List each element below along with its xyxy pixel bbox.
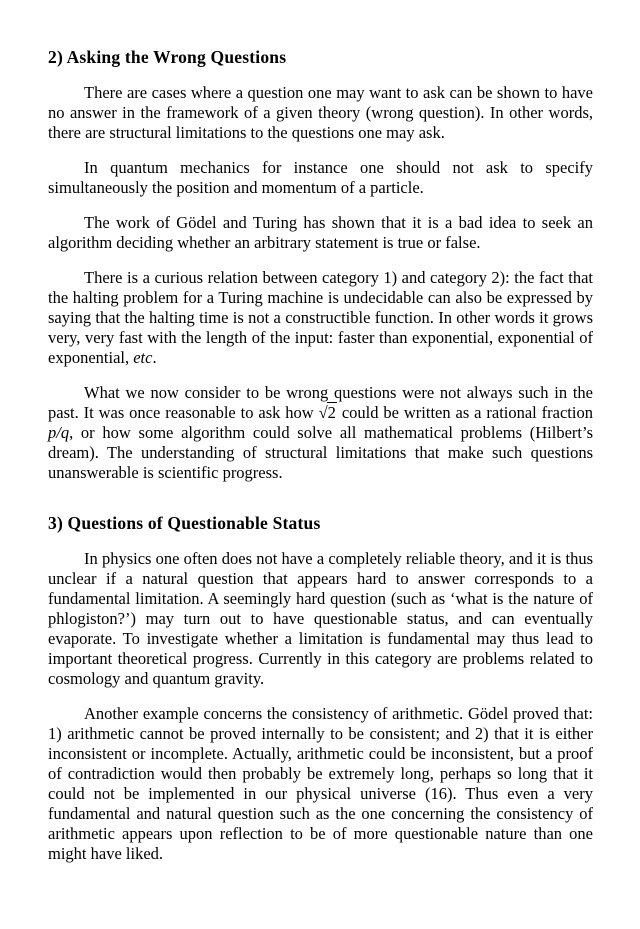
text-run: There is a curious relation between category 1) and category 2): the fact that the halting problem for a Turing machine is undecidable can also be expressed by saying that the halting time is not a constructible function. In other words it grows very, very fast with the length of the input: faster than exponential, exponential of exponential,	[48, 268, 593, 367]
paragraph	[48, 83, 593, 143]
fraction-p-over-q: p/q	[48, 423, 70, 442]
text-run: .	[152, 348, 157, 367]
text-run: What we now consider to be wrong questions were not always such in the past. It was once reasonable to ask how	[48, 383, 593, 422]
paragraph	[48, 213, 593, 253]
text-run: Another example concerns the consistency of arithmetic. Gödel proved that: 1) arithmetic cannot be proved internally to be consistent; and 2) that it is either inconsistent or incomplete. Actually, arithmetic could be inconsistent, but a proof of contradiction would then probably be extremely long, perhaps so long that it could not be implemented in our physical universe (16). Thus even a very fundamental and natural question such as the one concerning the consistency of arithmetic appears upon reflection to be of more questionable nature than one might have liked.	[48, 704, 593, 863]
paragraph	[48, 268, 593, 368]
text-run: The work of Gödel and Turing has shown that it is a bad idea to seek an algorithm deciding whether an arbitrary statement is true or false.	[48, 213, 593, 252]
section-asking-the-wrong-questions	[48, 47, 593, 483]
text-run: In quantum mechanics for instance one should not ask to specify simultaneously the position and momentum of a particle.	[48, 158, 593, 197]
text-run: , or how some algorithm could solve all mathematical problems (Hilbert’s dream). The understanding of structural limitations that make such questions unanswerable is scientific progress.	[48, 423, 593, 482]
sqrt-2-expression	[319, 402, 337, 422]
radical-sign-icon: √	[318, 403, 327, 422]
text-run: In physics one often does not have a completely reliable theory, and it is thus unclear if a natural question that appears hard to answer corresponds to a fundamental limitation. A seemingly hard question (such as ‘what is the nature of phlogiston?’) may turn out to have questionable status, and can eventually evaporate. To investigate whether a limitation is fundamental may thus lead to important theoretical progress. Currently in this category are problems related to cosmology and quantum gravity.	[48, 549, 593, 688]
paragraph	[48, 549, 593, 689]
radicand: 2	[327, 403, 336, 422]
italic-etc: etc	[133, 348, 153, 367]
section-heading: 3) Questions of Questionable Status	[48, 513, 321, 533]
section-questions-of-questionable-status	[48, 513, 593, 864]
section-heading: 2) Asking the Wrong Questions	[48, 47, 287, 67]
text-run: There are cases where a question one may want to ask can be shown to have no answer in the framework of a given theory (wrong question). In other words, there are structural limitations to the questions one may ask.	[48, 83, 593, 142]
text-run: could be written as a rational fraction	[336, 403, 593, 422]
paragraph	[48, 383, 593, 483]
paragraph	[48, 158, 593, 198]
paragraph	[48, 704, 593, 864]
